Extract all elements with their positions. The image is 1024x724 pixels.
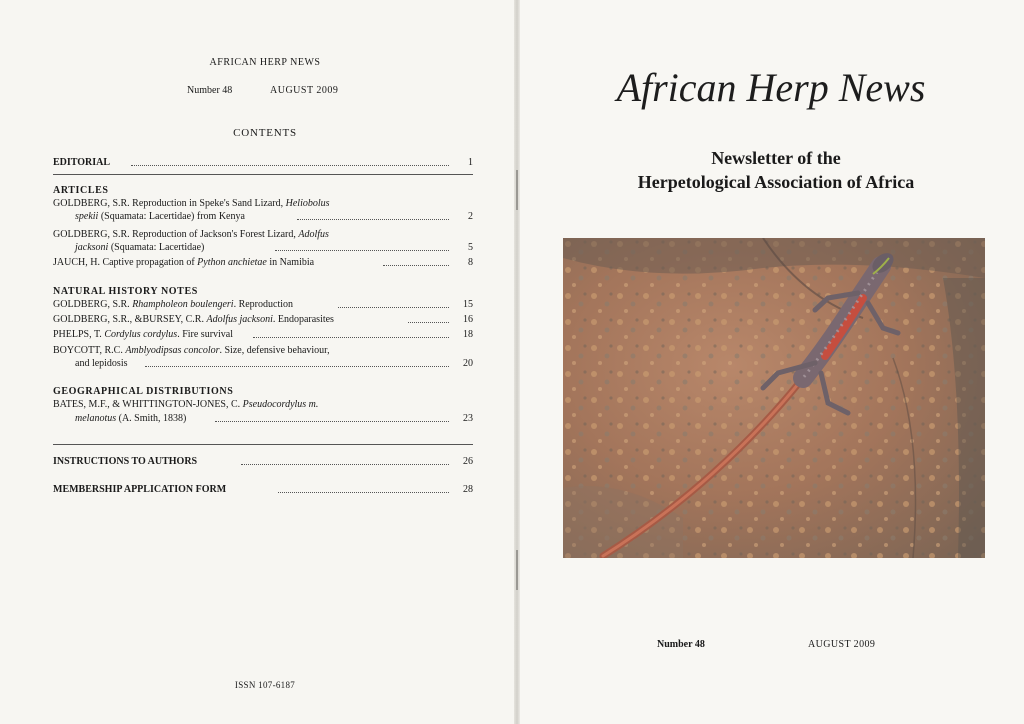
toc-label: MEMBERSHIP APPLICATION FORM: [53, 484, 227, 495]
entry-text: . Reproduction: [233, 299, 293, 310]
issue-number: Number 48: [187, 85, 233, 96]
species-name: Python anchietae: [197, 257, 267, 268]
issue-date: AUGUST 2009: [270, 85, 339, 96]
leader-dots: [278, 484, 449, 493]
subtitle-line: Newsletter of the: [711, 148, 841, 168]
species-name: melanotus: [75, 413, 117, 424]
cover-issue-number: Number 48: [657, 639, 705, 650]
toc-page: 16: [463, 314, 473, 325]
entry-text: PHELPS, T.: [53, 329, 105, 340]
toc-page: 28: [463, 484, 473, 495]
subtitle-line: Herpetological Association of Africa: [637, 172, 915, 192]
leader-dots: [145, 358, 449, 367]
toc-page: 26: [463, 456, 473, 467]
species-name: Heliobolus: [285, 198, 330, 209]
entry-text: (Squamata: Lacertidae) from Kenya: [98, 211, 245, 222]
leader-dots: [338, 299, 449, 308]
toc-label: INSTRUCTIONS TO AUTHORS: [53, 456, 198, 467]
entry-text: GOLDBERG, S.R., &BURSEY, C.R.: [53, 314, 207, 325]
toc-page: 15: [463, 299, 473, 310]
species-name: Cordylus cordylus: [104, 329, 178, 340]
lizard-on-rock-image: [563, 238, 985, 558]
toc-page: 8: [468, 257, 473, 268]
leader-dots: [383, 257, 449, 266]
section-heading-geographical: GEOGRAPHICAL DISTRIBUTIONS: [53, 386, 234, 397]
species-name: spekii: [75, 211, 99, 222]
toc-page: 5: [468, 242, 473, 253]
leader-dots: [408, 314, 449, 323]
toc-page: 18: [463, 329, 473, 340]
species-name: Adolfus: [298, 229, 329, 240]
entry-text: BATES, M.F., & WHITTINGTON-JONES, C.: [53, 399, 243, 410]
contents-title: CONTENTS: [233, 127, 297, 139]
leader-dots: [241, 456, 449, 465]
magazine-title: African Herp News: [616, 65, 926, 110]
entry-text: . Size, defensive behaviour,: [219, 345, 330, 356]
species-name: Pseudocordylus m.: [242, 399, 319, 410]
species-name: Adolfus jacksoni: [206, 314, 273, 325]
toc-page: 1: [468, 157, 473, 168]
entry-text: in Namibia: [266, 257, 315, 268]
toc-label: EDITORIAL: [53, 157, 111, 168]
entry-text: . Fire survival: [177, 329, 234, 340]
section-heading-articles: ARTICLES: [53, 185, 109, 196]
leader-dots: [215, 413, 449, 422]
leader-dots: [275, 242, 449, 251]
species-name: Rhampholeon boulengeri: [132, 299, 234, 310]
staple-mark: [516, 550, 518, 590]
cover-issue-date: AUGUST 2009: [808, 639, 876, 650]
entry-text: and lepidosis: [75, 358, 128, 369]
entry-text: GOLDBERG, S.R. Reproduction in Speke's Sand Lizard,: [53, 198, 286, 209]
issn: ISSN 107-6187: [234, 680, 296, 690]
entry-text: . Endoparasites: [272, 314, 334, 325]
entry-text: GOLDBERG, S.R. Reproduction of Jackson's Forest Lizard,: [53, 229, 299, 240]
entry-text: BOYCOTT, R.C.: [53, 345, 126, 356]
cover-photo: [563, 238, 985, 558]
entry-text: (A. Smith, 1838): [116, 413, 187, 424]
entry-text: (Squamata: Lacertidae): [108, 242, 205, 253]
leader-dots: [131, 157, 449, 166]
entry-text: GOLDBERG, S.R.: [53, 299, 133, 310]
divider: [53, 444, 473, 445]
leader-dots: [297, 211, 449, 220]
toc-page: 2: [468, 211, 473, 222]
species-name: Amblyodipsas concolor: [125, 345, 220, 356]
entry-text: JAUCH, H. Captive propagation of: [53, 257, 198, 268]
species-name: jacksoni: [75, 242, 109, 253]
divider: [53, 174, 473, 175]
header-title: AFRICAN HERP NEWS: [209, 57, 321, 68]
toc-page: 23: [463, 413, 473, 424]
toc-page: 20: [463, 358, 473, 369]
magazine-subtitle: [518, 146, 1024, 194]
leader-dots: [253, 329, 449, 338]
section-heading-natural-history: NATURAL HISTORY NOTES: [53, 286, 198, 297]
